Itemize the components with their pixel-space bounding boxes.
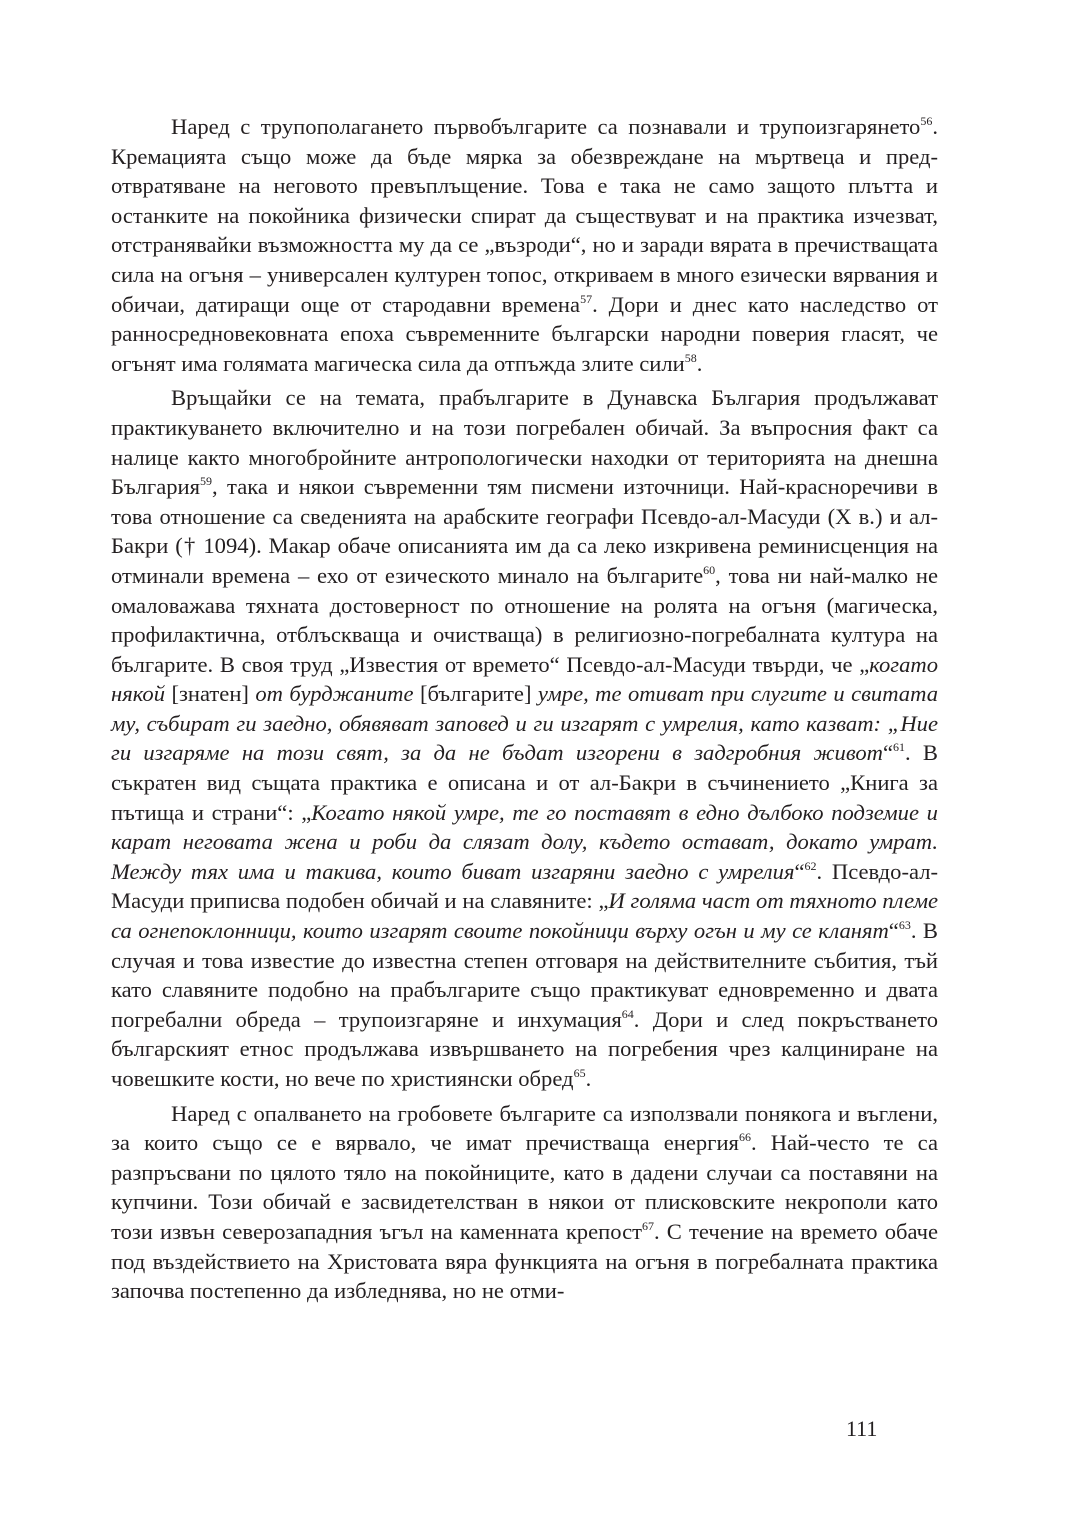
text-segment: [знатен] [165, 681, 256, 707]
text-segment: . [585, 1066, 592, 1091]
text-segment: . В съкратен вид същата практика е описана и от ал-Бакри в съчинението „Книга за пътища и страни“: „ [111, 740, 939, 825]
text-segment: “ [882, 740, 894, 766]
quote-italic: умре, те отиват при слугите и свитата му, събират ги заедно, обявяват заповед и ги изгарят с умрелия, като казват: „Ние ги изгаряме на този свят, за да не бъдат изгорени в задгробния живот [111, 681, 938, 766]
paragraph-2 [111, 383, 938, 1093]
text-segment: Наред с трупополагането първобългарите са познавали и трупоизгарянето [171, 114, 921, 139]
footnote-ref-56[interactable]: 56 [920, 114, 933, 128]
footnote-ref-59[interactable]: 59 [200, 474, 213, 489]
page-number: 111 [846, 1416, 878, 1441]
footnote-ref-65[interactable]: 65 [573, 1066, 586, 1080]
footnote-ref-57[interactable]: 57 [580, 291, 593, 306]
text-segment: Връщайки се на темата, прабългарите в Дунавска България продължават практикуването включително и на този погребален обичай. За въпросния факт са налице както многобройните антропологически находки от територията на днешна България [111, 385, 938, 500]
quote-italic: Когато някой умре, те го поставят в едно дълбоко подземие и карат неговата жена и роби да слязат долу, където остават, докато умрат. Между тях има и такива, които биват изгаряни заедно с умрелия [111, 799, 938, 884]
footnote-ref-62[interactable]: 62 [804, 858, 817, 873]
text-segment: . Най-често те са разпръсвани по цялото тяло на покойниците, като в дадени случаи са поставяни на купчини. Този обичай е засвидетелстван в някои от плисковските некрополи като този извън северозападния ъгъл на каменната крепост [111, 1130, 938, 1244]
text-segment: . Псевдо-ал-Масуди приписва подобен обичай и на славяните: „ [111, 858, 938, 914]
footnote-ref-64[interactable]: 64 [621, 1006, 634, 1021]
text-segment: [българите] [413, 681, 538, 707]
text-segment: . [696, 350, 703, 376]
quote-italic: И голяма част от тяхното племе са огнепоклонници, които изгарят своите покойници върху огън и му се кланят [111, 888, 939, 944]
text-segment: . С течение на времето обаче под въздействието на Христовата вяра функцията на огъня в погребалната практика започва постепенно да избледнява, но не отми- [111, 1218, 938, 1304]
body-text [111, 112, 938, 1306]
text-segment: , така и някои съвременни тям писмени източници. Най-красноречиви в това отношение са сведенията на арабските географи Псевдо-ал-Масуди (X в.) и ал-Бакри († 1094). Макар обаче описанията им да са леко изкривена реминисценция на отминали времена – ехо от езическото минало на българите [111, 474, 938, 588]
text-segment: . В случая и това известие до известна степен отговаря на действителните събития, тъй като славяните подобно на прабългарите също практикуват едновременно и двата погребални обреда – трупоизгаряне и инхумация [111, 918, 938, 1032]
footnote-ref-66[interactable]: 66 [738, 1130, 751, 1145]
text-segment: . Дори и днес като наследство от ранносредновековната епоха съвременните български народни поверия гласят, че огънят има голямата магическа сила да отпъжда злите сили [111, 291, 939, 376]
text-segment: , това ни най-малко не омаловажава тяхната достоверност по отношение на ролята на огъня (магическа, профилактична, отблъскваща и очистваща) в религиозно-погребалната култура на българите. В своя труд „Известия от времето“ Псевдо-ал-Масуди твърди, че „ [111, 562, 938, 677]
quote-italic: от бурджаните [255, 681, 414, 707]
footnote-ref-67[interactable]: 67 [641, 1218, 654, 1233]
text-segment: Наред с опалването на гробовете българите са използвали понякога и въглени, за които също се е вярвало, че имат пречистваща енергия [111, 1100, 938, 1156]
footnote-ref-58[interactable]: 58 [684, 350, 697, 365]
text-segment: . Дори и след покръстването българският етнос продължава извършването на погребения чрез калциниране на човешките кости, но вече по християнски обред [111, 1006, 938, 1091]
footnote-ref-63[interactable]: 63 [898, 918, 911, 933]
text-segment: . Кремацията също може да бъде мярка за обезвреждане на мъртвеца и предотвратяване на неговото превъплъщение. Това е така не само защото плътта и останките на покойника физически спират да съществуват и на практика изчезват, отстранявайки възможността му да се „възроди“, но и заради вярата в пречистващата сила на огъня – универсален културен топос, откриваем в много езически вярвания и обичаи, датиращи още от стародавни времена [111, 114, 938, 317]
footnote-ref-61[interactable]: 61 [893, 740, 906, 755]
text-segment: “ [888, 918, 899, 944]
paragraph-3 [111, 1099, 938, 1306]
paragraph-1 [111, 112, 938, 378]
text-segment: “ [794, 858, 805, 884]
quote-italic: когато някой [111, 651, 938, 707]
footnote-ref-60[interactable]: 60 [703, 562, 716, 577]
